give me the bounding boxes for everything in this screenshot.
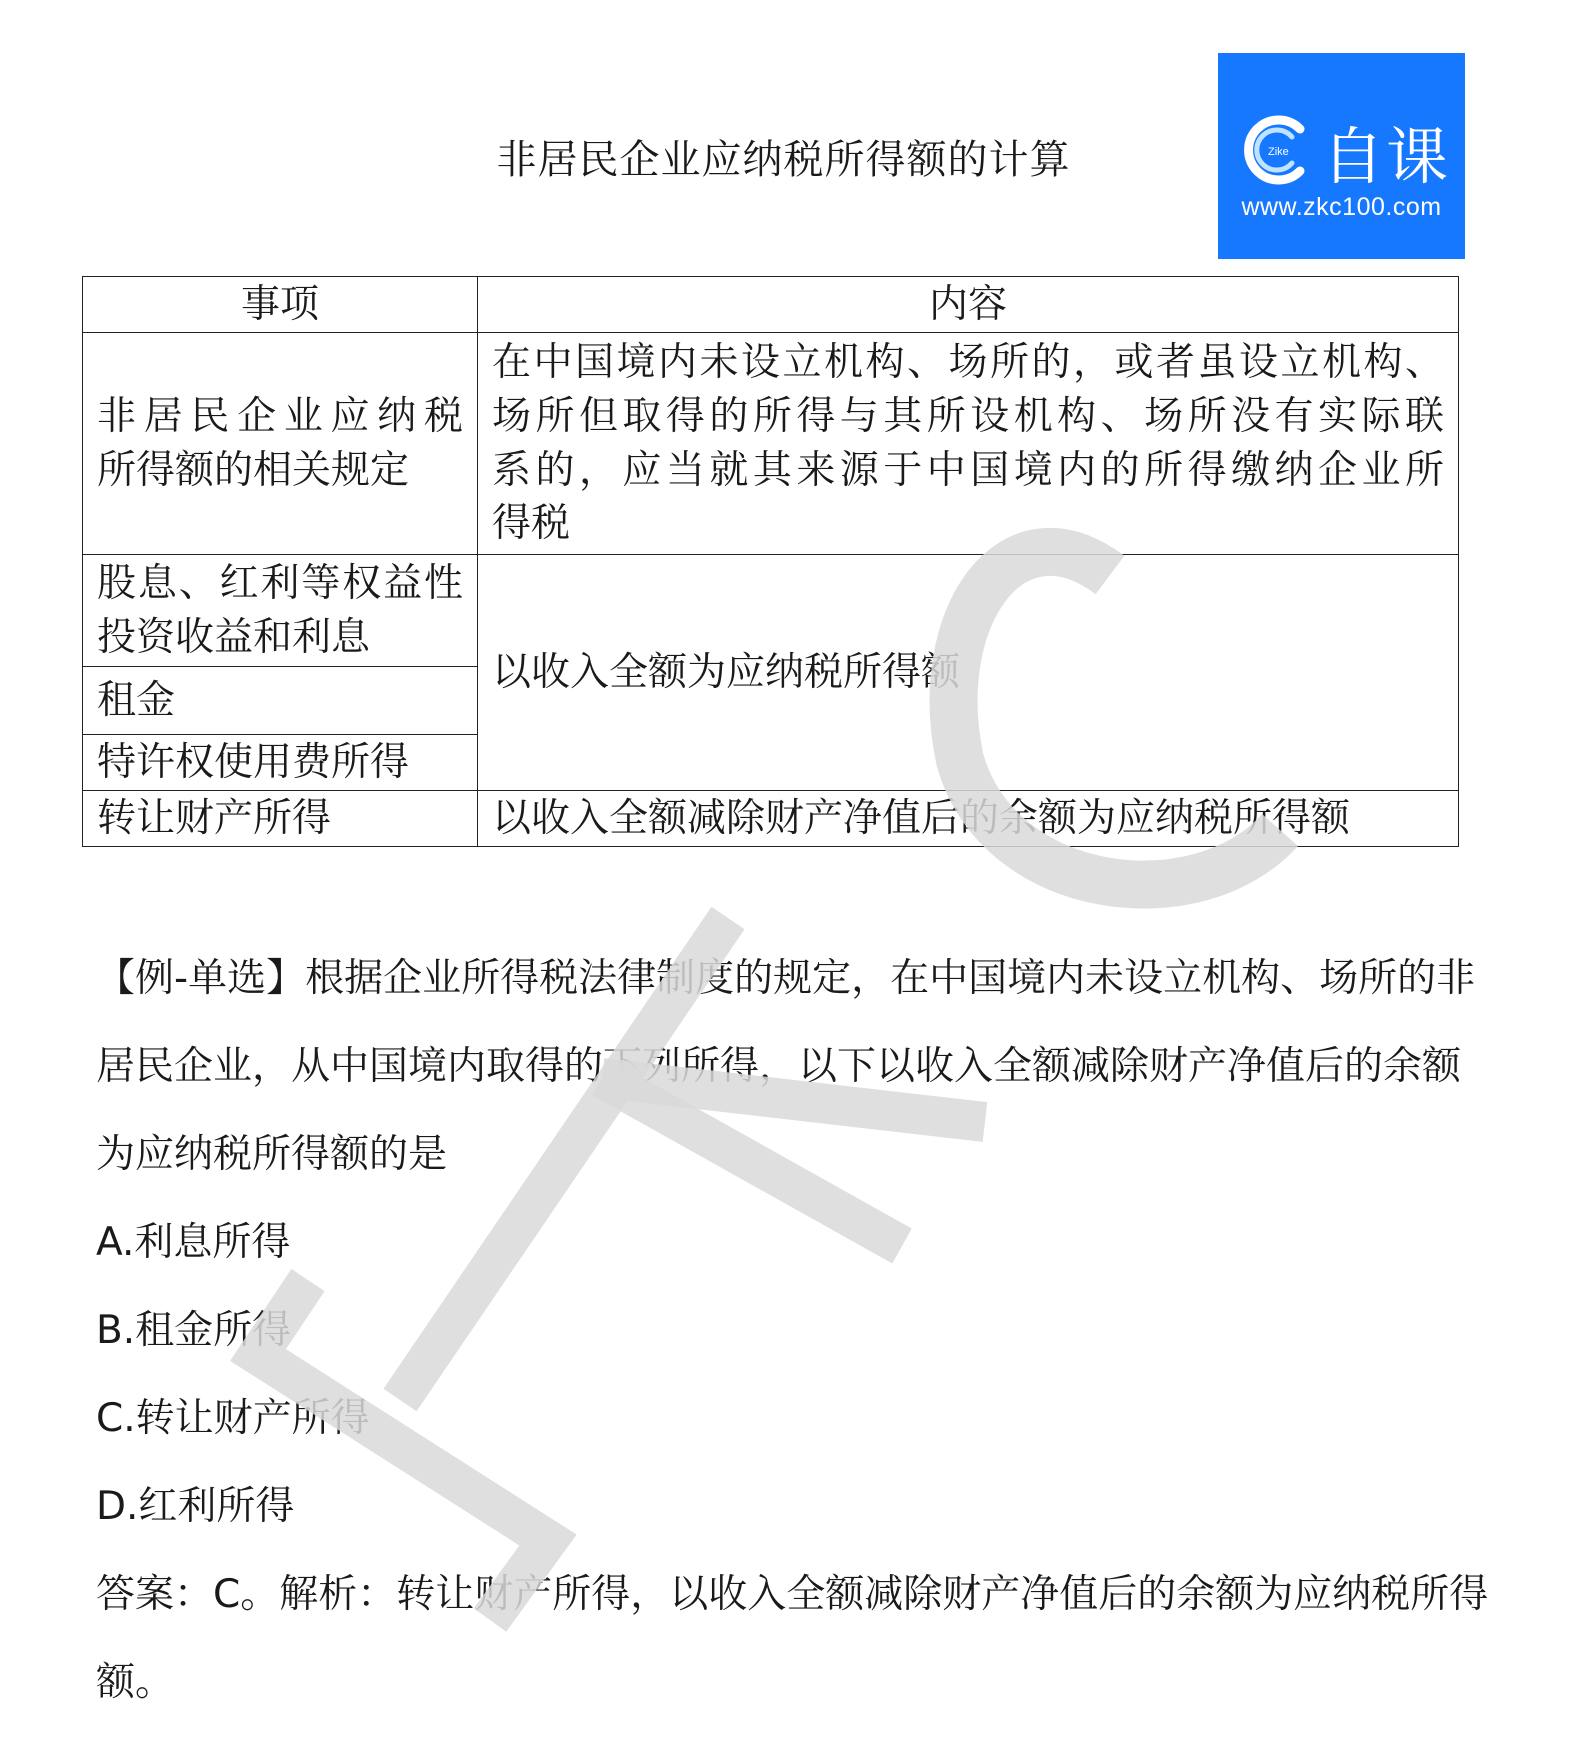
zike-logo bbox=[1218, 53, 1465, 259]
option-c: C.转让财产所得 bbox=[96, 1396, 370, 1441]
question-text: 根据企业所得税法律制度的规定，在中国境内未设立机构、场所的非居民企业，从中国境内取得的下列所得，以下以收入全额减除财产净值后的余额为应纳税所得额的是 bbox=[96, 956, 1476, 1177]
logo-mark-text: Zike bbox=[1268, 146, 1289, 158]
cell-item-line: 非居民企业应纳税 bbox=[97, 393, 463, 439]
cell-item: 转让财产所得 bbox=[83, 791, 478, 847]
table-row bbox=[83, 333, 1459, 555]
header-item: 事项 bbox=[83, 277, 478, 333]
cell-item: 租金 bbox=[83, 667, 478, 735]
cell-item: 特许权使用费所得 bbox=[83, 735, 478, 791]
cell-content: 以收入全额为应纳税所得额 bbox=[478, 555, 1459, 791]
cell-content-line: 得税 bbox=[492, 501, 571, 547]
cell-item bbox=[83, 555, 478, 667]
cell-content: 以收入全额减除财产净值后的余额为应纳税所得额 bbox=[478, 791, 1459, 847]
example-question bbox=[96, 935, 1496, 1727]
option-d: D.红利所得 bbox=[96, 1484, 295, 1529]
cell-item-line: 投资收益和利息 bbox=[97, 614, 371, 660]
option-a: A.利息所得 bbox=[96, 1220, 291, 1265]
cell-content-line: 场所但取得的所得与其所设机构、场所没有实际联 bbox=[492, 393, 1444, 439]
question-stem bbox=[96, 935, 1496, 1199]
answer-explanation: 答案：C。解析：转让财产所得，以收入全额减除财产净值后的余额为应纳税所得额。 bbox=[96, 1572, 1489, 1705]
logo-url-text: www.zkc100.com bbox=[1241, 193, 1442, 221]
cell-item bbox=[83, 333, 478, 555]
header-content: 内容 bbox=[478, 277, 1459, 333]
zike-logo-icon bbox=[1238, 115, 1308, 185]
cell-item-line: 所得额的相关规定 bbox=[97, 447, 410, 493]
rules-table bbox=[82, 276, 1459, 847]
cell-content bbox=[478, 333, 1459, 555]
table-row bbox=[83, 555, 1459, 667]
logo-brand-text: 自课 bbox=[1322, 120, 1451, 193]
cell-item-line: 股息、红利等权益性 bbox=[97, 560, 463, 606]
table-row bbox=[83, 791, 1459, 847]
cell-content-line: 系的，应当就其来源于中国境内的所得缴纳企业所 bbox=[492, 447, 1444, 493]
question-prefix: 【例-单选】 bbox=[96, 956, 306, 1001]
cell-content-line: 在中国境内未设立机构、场所的，或者虽设立机构、 bbox=[492, 339, 1444, 385]
table-header-row bbox=[83, 277, 1459, 333]
option-b: B.租金所得 bbox=[96, 1308, 292, 1353]
page-title: 非居民企业应纳税所得额的计算 bbox=[496, 137, 1071, 183]
